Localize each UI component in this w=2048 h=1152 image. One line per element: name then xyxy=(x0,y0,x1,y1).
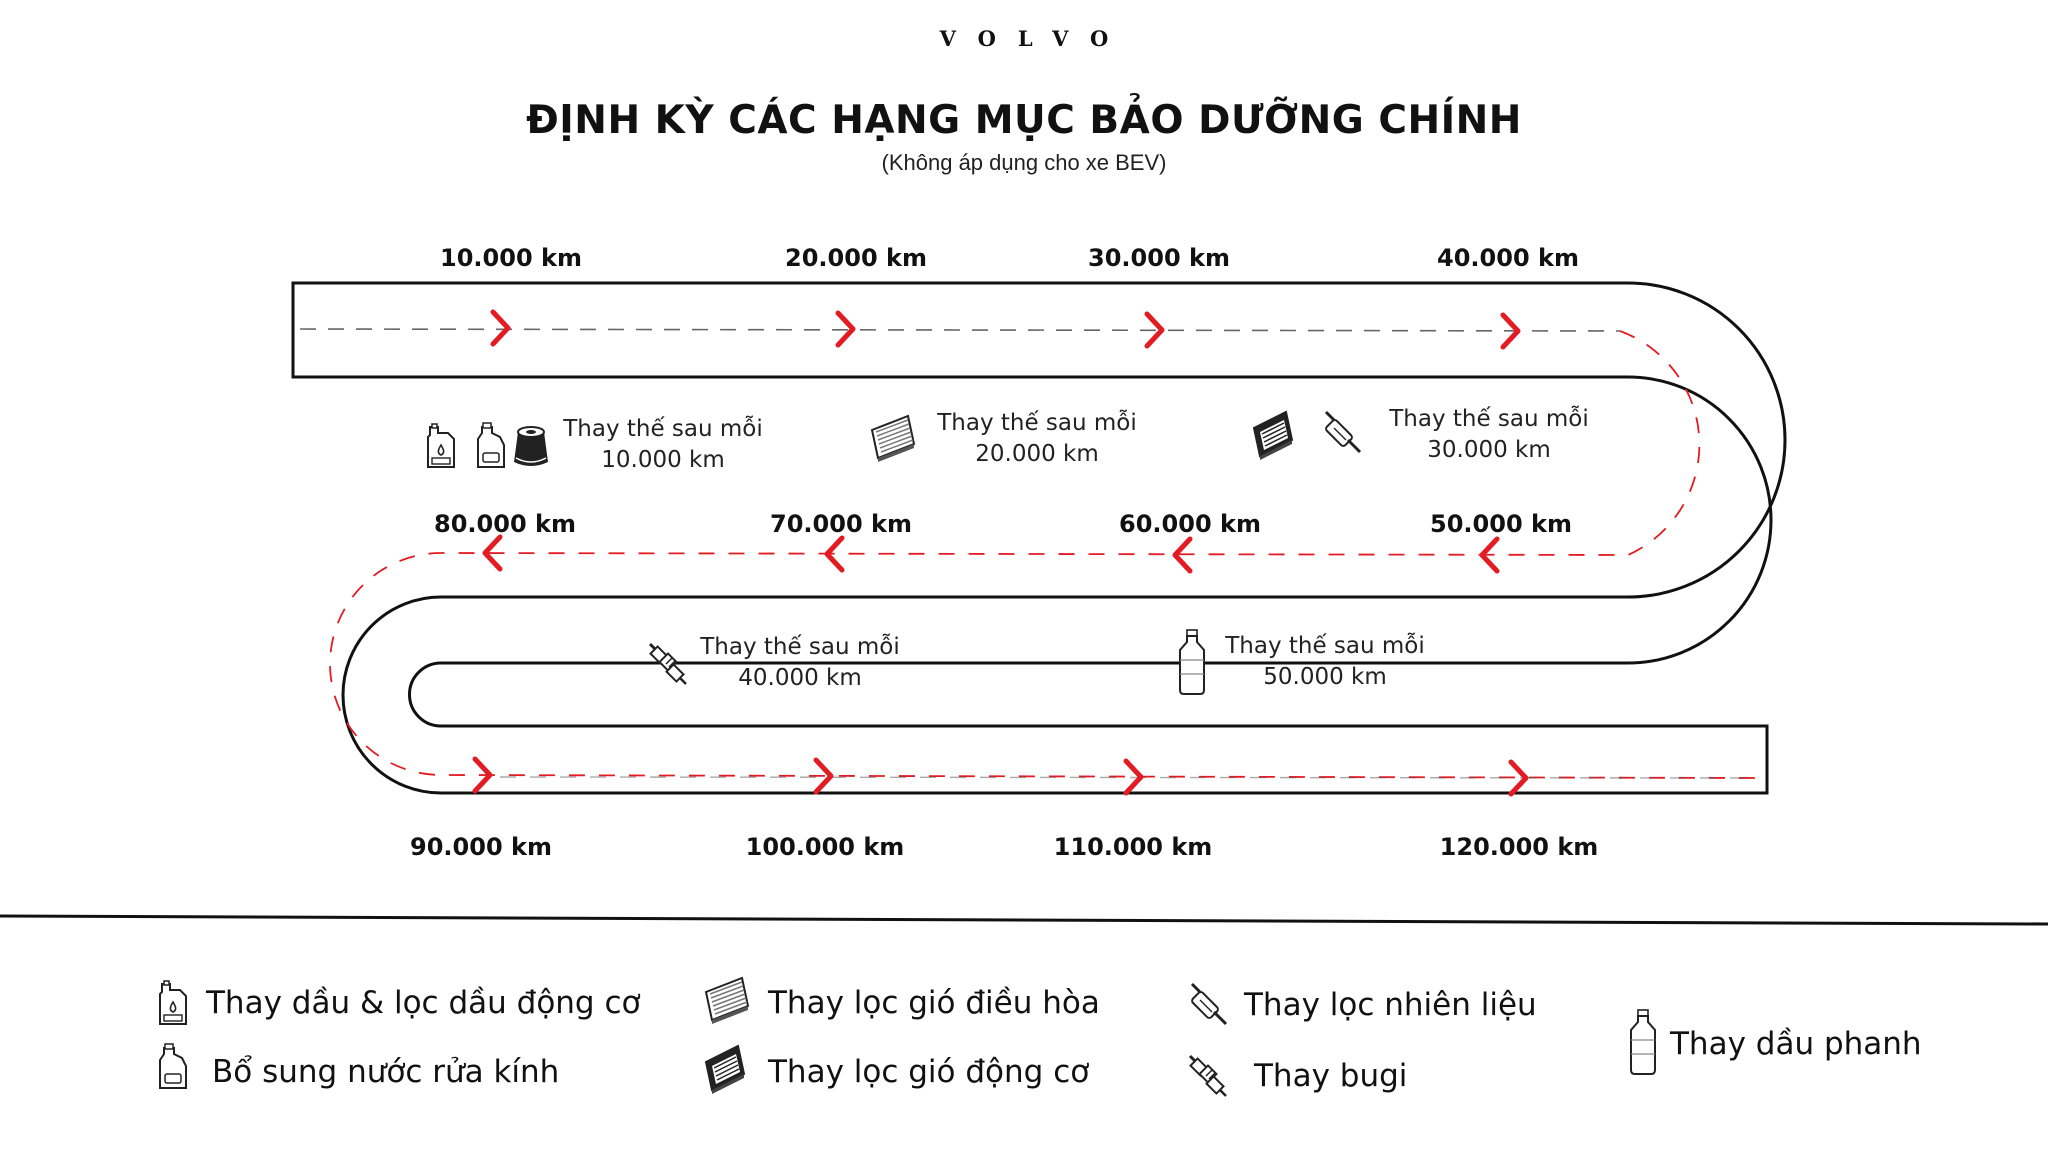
legend-engine-air-filter-icon xyxy=(706,1046,744,1094)
milestone-50000: 50.000 km xyxy=(1430,510,1572,538)
note-line1: Thay thế sau mỗi xyxy=(1225,633,1425,659)
note-line2: 30.000 km xyxy=(1427,437,1551,463)
note-line1: Thay thế sau mỗi xyxy=(1389,406,1589,432)
arrow-10000 xyxy=(493,312,508,344)
fuel-filter-icon xyxy=(1325,412,1360,452)
note-50000 xyxy=(1225,631,1425,693)
legend-engine-air-filter: Thay lọc gió động cơ xyxy=(768,1054,1090,1090)
milestone-30000: 30.000 km xyxy=(1088,244,1230,272)
legend-spark-plug: Thay bugi xyxy=(1254,1058,1408,1094)
note-line1: Thay thế sau mỗi xyxy=(700,634,900,660)
legend-oil-change: Thay dầu & lọc dầu động cơ xyxy=(206,985,641,1021)
milestone-60000: 60.000 km xyxy=(1119,510,1261,538)
legend-fuel-filter: Thay lọc nhiên liệu xyxy=(1244,987,1537,1023)
engine-air-filter-icon xyxy=(1254,412,1292,460)
milestone-20000: 20.000 km xyxy=(785,244,927,272)
brake-fluid-bottle-icon xyxy=(1180,630,1204,694)
milestone-70000: 70.000 km xyxy=(770,510,912,538)
legend-oil-can-icon xyxy=(160,981,186,1024)
legend-washer-bottle-icon xyxy=(160,1044,186,1088)
oil-can-icon xyxy=(428,424,454,467)
note-line2: 40.000 km xyxy=(738,665,862,691)
cabin-air-filter-icon xyxy=(872,416,914,462)
legend-brake-fluid: Thay dầu phanh xyxy=(1670,1026,1922,1062)
milestone-110000: 110.000 km xyxy=(1053,833,1213,861)
milestone-80000: 80.000 km xyxy=(434,510,576,538)
legend-cabin-air-filter-icon xyxy=(706,978,748,1024)
legend-fuel-filter-icon xyxy=(1191,984,1226,1024)
milestone-40000: 40.000 km xyxy=(1437,244,1579,272)
legend-brake-fluid-icon xyxy=(1631,1010,1655,1074)
page-subtitle: (Không áp dụng cho xe BEV) xyxy=(881,150,1167,175)
note-line2: 10.000 km xyxy=(601,447,725,473)
milestone-10000: 10.000 km xyxy=(440,244,582,272)
legend-spark-plug-icon xyxy=(1190,1056,1226,1096)
legend-washer-fluid: Bổ sung nước rửa kính xyxy=(212,1054,560,1090)
washer-bottle-icon xyxy=(478,423,504,467)
legend-cabin-air-filter: Thay lọc gió điều hòa xyxy=(768,985,1100,1021)
page-title: ĐỊNH KỲ CÁC HẠNG MỤC BẢO DƯỠNG CHÍNH xyxy=(526,98,1522,143)
milestone-120000: 120.000 km xyxy=(1439,833,1599,861)
milestone-100000: 100.000 km xyxy=(745,833,905,861)
note-line1: Thay thế sau mỗi xyxy=(563,416,763,442)
note-10000 xyxy=(563,414,763,476)
note-40000 xyxy=(700,632,900,694)
milestone-90000: 90.000 km xyxy=(410,833,552,861)
note-line1: Thay thế sau mỗi xyxy=(937,410,1137,436)
note-20000 xyxy=(937,408,1137,470)
note-30000 xyxy=(1389,404,1589,466)
brand-logo: VOLVO xyxy=(939,26,1131,51)
oil-filter-icon xyxy=(514,427,548,466)
note-line2: 20.000 km xyxy=(975,441,1099,467)
note-line2: 50.000 km xyxy=(1263,664,1387,690)
